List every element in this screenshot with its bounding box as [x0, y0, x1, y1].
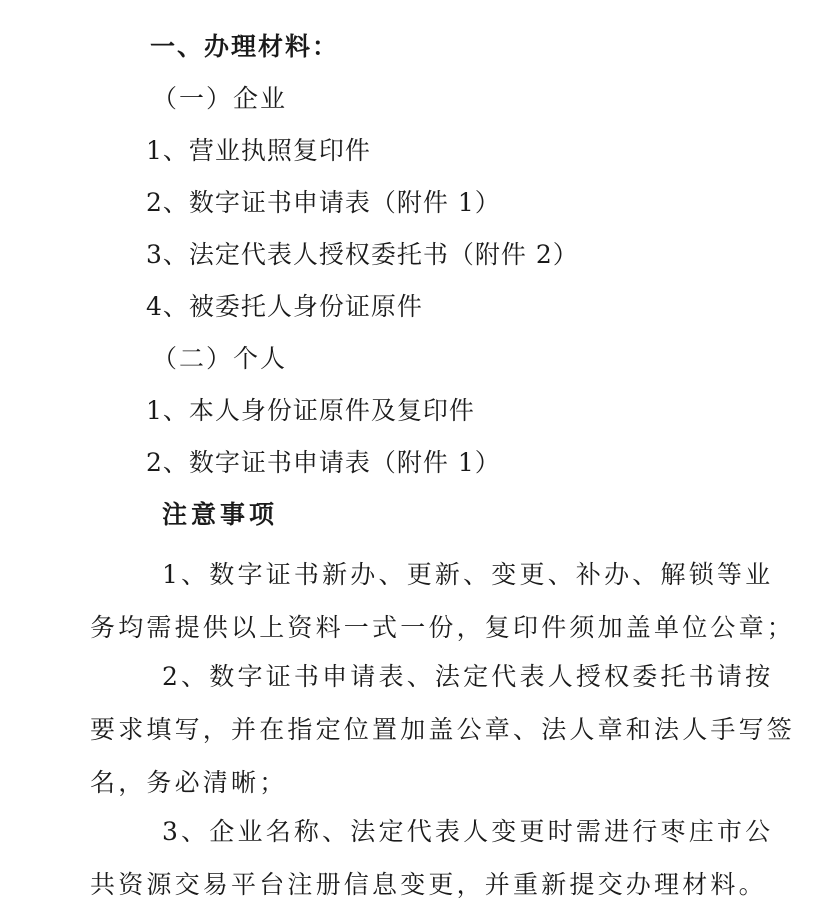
note-paragraph-2: 2、数字证书申请表、法定代表人授权委托书请按要求填写，并在指定位置加盖公章、法人章和法人手写签名，务必清晰；: [90, 662, 796, 797]
enterprise-item-4: 4、被委托人身份证原件: [146, 292, 423, 321]
enterprise-heading: （一）企业: [152, 84, 288, 113]
notes-title: 注意事项: [162, 500, 279, 529]
enterprise-item-2: 2、数字证书申请表（附件 1）: [146, 188, 501, 217]
individual-heading: （二）个人: [152, 344, 288, 373]
note-paragraph-3: 3、企业名称、法定代表人变更时需进行枣庄市公共资源交易平台注册信息变更，并重新提交办理材料。: [90, 817, 774, 899]
individual-item-2: 2、数字证书申请表（附件 1）: [146, 448, 501, 477]
note-paragraph-1: 1、数字证书新办、更新、变更、补办、解锁等业务均需提供以上资料一式一份，复印件须加盖单位公章；: [90, 560, 796, 642]
section-title: 一、办理材料：: [150, 32, 340, 61]
individual-item-1: 1、本人身份证原件及复印件: [146, 396, 475, 425]
enterprise-item-3: 3、法定代表人授权委托书（附件 2）: [146, 240, 579, 269]
enterprise-item-1: 1、营业执照复印件: [146, 136, 371, 165]
